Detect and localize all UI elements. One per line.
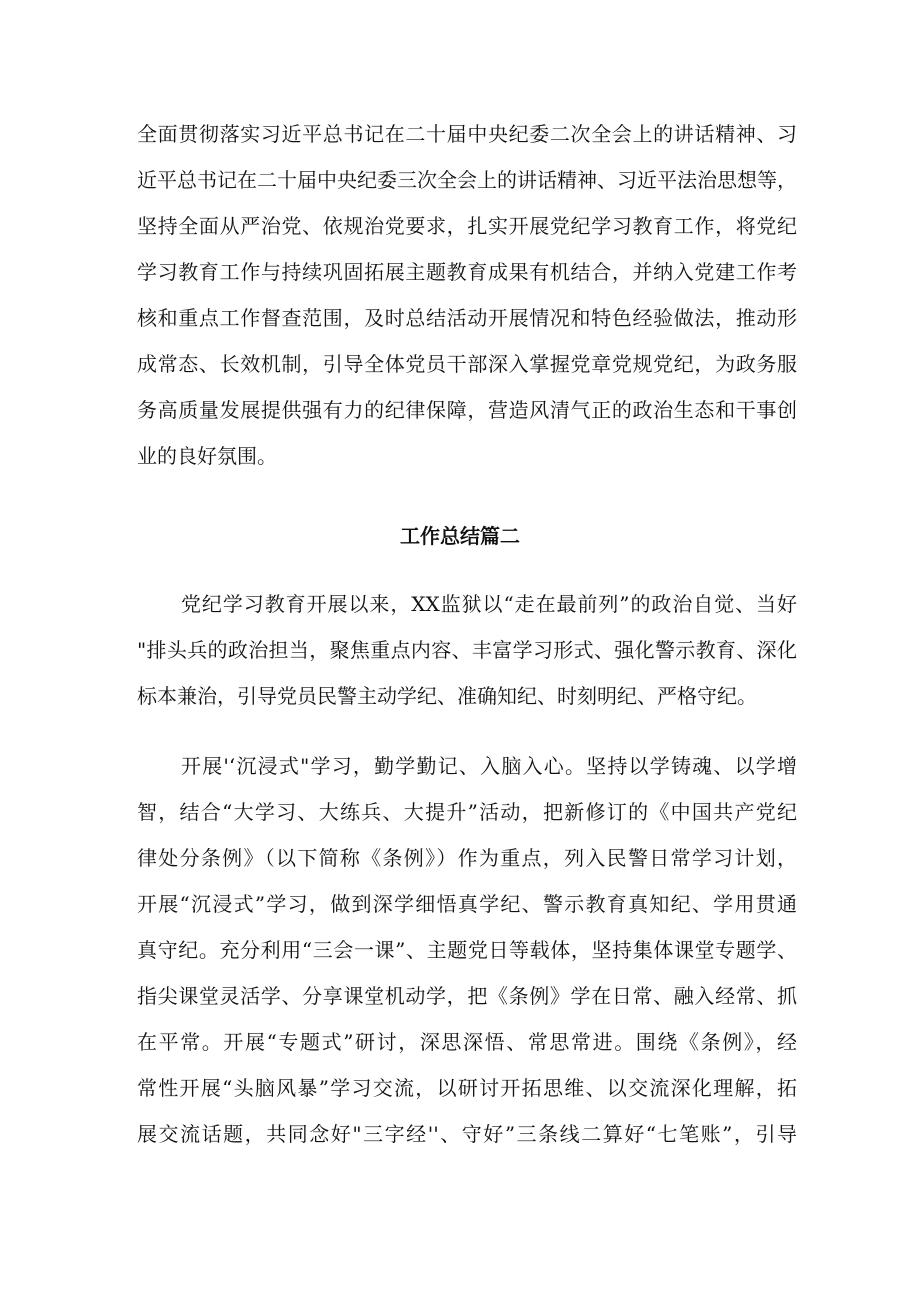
section-heading: 工作总结篇二 xyxy=(400,524,520,548)
paragraph1-line: 业的良好氛围。 xyxy=(137,444,277,468)
paragraph1-line: 核和重点工作督查范围，及时总结活动开展情况和特色经验做法，推动形 xyxy=(137,306,797,330)
paragraph3-line: 指尖课堂灵活学、分享课堂机动学，把《条例》学在日常、融入经常、抓 xyxy=(137,984,797,1008)
paragraph3-line: 在平常。开展“专题式”研讨，深思深悟、常思常进。围绕《条例》，经 xyxy=(137,1030,797,1054)
paragraph1-line: 全面贯彻落实习近平总书记在二十届中央纪委二次全会上的讲话精神、习 xyxy=(137,122,797,146)
paragraph1-line: 务高质量发展提供强有力的纪律保障，营造风清气正的政治生态和干事创 xyxy=(137,398,797,422)
paragraph3-line: 开展'‘沉浸式"学习，勤学勤记、入脑入心。坚持以学铸魂、以学增 xyxy=(181,754,797,778)
paragraph1-line: 学习教育工作与持续巩固拓展主题教育成果有机结合，并纳入党建工作考 xyxy=(137,260,797,284)
paragraph3-line: 开展“沉浸式”学习，做到深学细悟真学纪、警示教育真知纪、学用贯通 xyxy=(137,892,797,916)
paragraph3-line: 律处分条例》（以下简称《条例》）作为重点，列入民警日常学习计划， xyxy=(137,846,797,870)
paragraph2-line: 党纪学习教育开展以来，XX监狱以“走在最前列”的政治自觉、当好 xyxy=(181,592,797,616)
paragraph3-line: 智，结合“大学习、大练兵、大提升”活动，把新修订的《中国共产党纪 xyxy=(137,800,797,824)
paragraph2-line: 标本兼治，引导党员民警主动学纪、准确知纪、时刻明纪、严格守纪。 xyxy=(137,684,757,708)
paragraph1-line: 成常态、长效机制，引导全体党员干部深入掌握党章党规党纪，为政务服 xyxy=(137,352,797,376)
paragraph3-line: 展交流话题，共同念好"三字经''、守好”三条线二算好“七笔账”，引导 xyxy=(137,1122,797,1146)
paragraph1-line: 近平总书记在二十届中央纪委三次全会上的讲话精神、习近平法治思想等， xyxy=(137,168,797,192)
paragraph1-line: 坚持全面从严治党、依规治党要求，扎实开展党纪学习教育工作，将党纪 xyxy=(137,214,797,238)
paragraph2-line: "排头兵的政治担当，聚焦重点内容、丰富学习形式、强化警示教育、深化 xyxy=(137,638,797,662)
paragraph3-line: 真守纪。充分利用“三会一课”、主题党日等载体，坚持集体课堂专题学、 xyxy=(137,938,797,962)
paragraph3-line: 常性开展“头脑风暴”学习交流，以研讨开拓思维、以交流深化理解，拓 xyxy=(137,1076,797,1100)
